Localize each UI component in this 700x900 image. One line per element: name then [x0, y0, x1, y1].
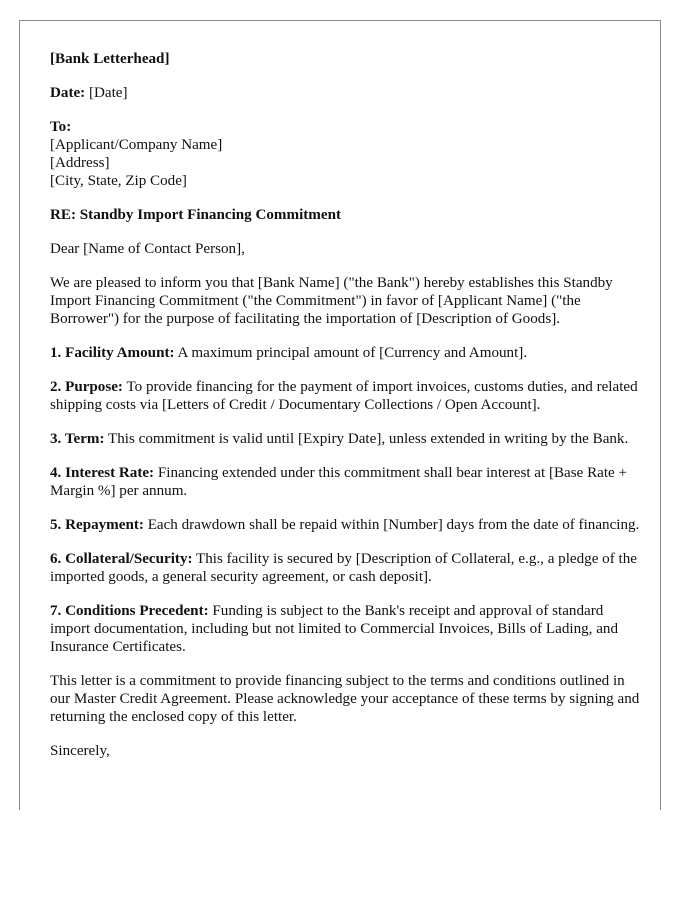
date-line — [50, 84, 646, 102]
term-label: 5. Repayment: — [50, 517, 144, 533]
letter-body — [50, 50, 646, 776]
date-label: Date: — [50, 85, 86, 101]
term-purpose — [50, 378, 646, 414]
recipient-block — [50, 118, 646, 190]
term-text: Funding is subject to the Bank's receipt and approval of standard import documentation, including but not limited to Commercial Invoices, Bills of Lading, and Insurance Certificates. — [50, 603, 619, 655]
term-label: 3. Term: — [50, 431, 105, 447]
term-text: A maximum principal amount of [Currency and Amount]. — [177, 345, 528, 361]
intro-paragraph: We are pleased to inform you that [Bank Name] ("the Bank") hereby establishes this Standby Import Financing Commitment ("the Commitment") in favor of [Applicant Name] ("the Borrower") for the purpose of facilitating the importation of [Description of Goods]. — [50, 275, 613, 327]
to-label: To: — [50, 119, 72, 135]
term-repayment — [50, 516, 646, 534]
sign-off: Sincerely, — [50, 743, 110, 759]
term-label: 6. Collateral/Security: — [50, 551, 193, 567]
term-interest-rate — [50, 464, 646, 500]
closing-paragraph: This letter is a commitment to provide financing subject to the terms and conditions outlined in our Master Credit Agreement. Please acknowledge your acceptance of these terms by signing and returning the enclosed copy of this letter. — [50, 673, 640, 725]
term-text: This commitment is valid until [Expiry Date], unless extended in writing by the Bank. — [108, 431, 629, 447]
recipient-city: [City, State, Zip Code] — [50, 173, 187, 189]
letter-page — [19, 20, 661, 810]
term-term — [50, 430, 646, 448]
term-label: 1. Facility Amount: — [50, 345, 175, 361]
letterhead: [Bank Letterhead] — [50, 51, 170, 67]
term-facility-amount — [50, 344, 646, 362]
term-text: Financing extended under this commitment shall bear interest at [Base Rate + Margin %] per annum. — [50, 465, 628, 499]
term-text: This facility is secured by [Description of Collateral, e.g., a pledge of the imported goods, a general security agreement, or cash deposit]. — [50, 551, 637, 585]
term-conditions-precedent — [50, 602, 646, 656]
recipient-address: [Address] — [50, 155, 110, 171]
term-label: 7. Conditions Precedent: — [50, 603, 209, 619]
date-value: [Date] — [88, 85, 128, 101]
term-collateral — [50, 550, 646, 586]
term-label: 4. Interest Rate: — [50, 465, 155, 481]
salutation: Dear [Name of Contact Person], — [50, 241, 245, 257]
subject-line: RE: Standby Import Financing Commitment — [50, 207, 341, 223]
term-label: 2. Purpose: — [50, 379, 123, 395]
recipient-name: [Applicant/Company Name] — [50, 137, 223, 153]
term-text: To provide financing for the payment of import invoices, customs duties, and related shipping costs via [Letters of Credit / Documentary Collections / Open Account]. — [50, 379, 638, 413]
term-text: Each drawdown shall be repaid within [Number] days from the date of financing. — [147, 517, 640, 533]
